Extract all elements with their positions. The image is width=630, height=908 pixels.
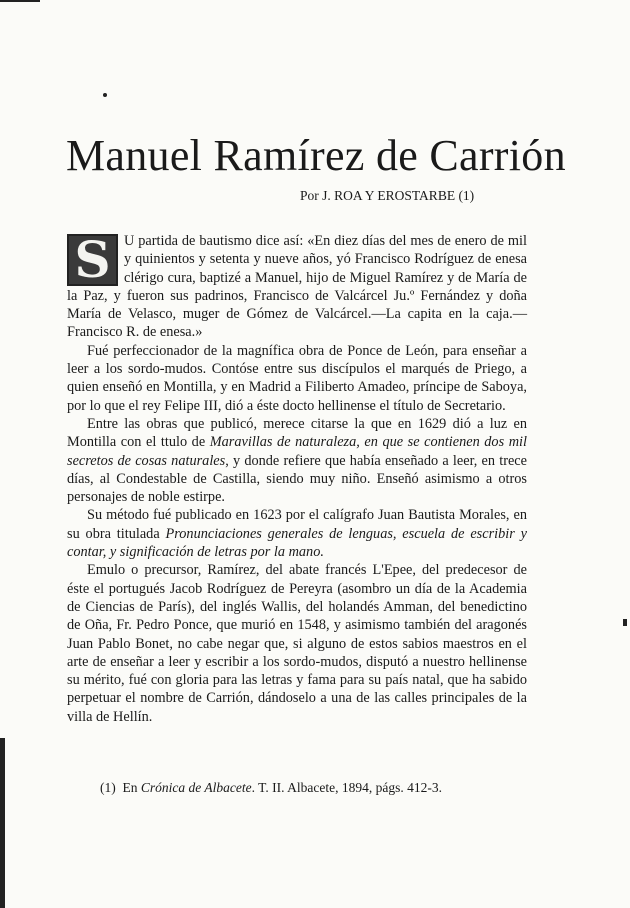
paragraph-text: , y donde refiere que había enseñado a leer, en trece días, al Condestable de Castilla, siendo muy niño. Enseñó asimismo a otros personajes de noble estirpe. — [67, 452, 527, 506]
footnote-marker: (1) — [100, 780, 116, 795]
italic-title-text: Maravillas de naturaleza, en que se contienen dos mil secretos de cosas naturales — [67, 434, 527, 469]
paragraph-text: Su método fué publicado en 1623 por el calígrafo Juan Bautista Morales, en su obra titulada — [67, 507, 527, 542]
italic-title-text: Pronunciaciones generales de lenguas, escuela de escribir y contar, y significación de letras por la mano. — [67, 525, 527, 561]
article-title: Manuel Ramírez de Carrión — [66, 131, 566, 180]
article-paragraph — [67, 561, 527, 726]
article-body — [67, 232, 527, 726]
footnote-pre: En — [122, 780, 141, 795]
paragraph-text: Emulo o precursor, Ramírez, del abate francés L'Epee, del predecesor de éste el portugués Jacob Rodríguez de Pereyra (asombro un día de la Academia de Ciencias de París), del inglés Wallis, del holandés Amman, del benedictino de Oña, Fr. Pedro Ponce, que murió en 1548, y asimismo también del aragonés Juan Pablo Bonet, no cabe negar que, si alguno de estos sabios maestros en el arte de enseñar a leer y escribir a los sordo-mudos, disputó a nuestro hellinense su mérito, fué con gloria para las letras y fama para su país natal, que ha sabido perpetuar el nombre de Carrión, dándoselo a una de las calles principales de la villa de Hellín. — [67, 562, 527, 725]
article-paragraph — [67, 342, 527, 415]
margin-mark — [623, 619, 627, 626]
footnote — [100, 780, 442, 796]
drop-cap-letter: S — [74, 230, 111, 289]
article-paragraph — [67, 506, 527, 561]
article-byline: Por J. ROA Y EROSTARBE (1) — [300, 188, 475, 203]
top-rule-mark — [0, 0, 40, 2]
drop-cap — [67, 230, 118, 289]
page-dot-mark — [103, 93, 107, 97]
footnote-post: . T. II. Albacete, 1894, págs. 412-3. — [251, 780, 442, 795]
article-paragraph — [67, 232, 527, 342]
article-paragraph — [67, 415, 527, 506]
paragraph-text: U partida de bautismo dice así: «En diez días del mes de enero de mil y quinientos y setenta y nueve años, yó Francisco Rodríguez de enesa clérigo cura, baptizé a Manuel, hijo de Miguel Ramírez y de María de la Paz, y fueron sus padrinos, Francisco de Valcárcel Ju.º Fernández y doña María de Velasco, muger de Gómez de Valcárcel.—La capita en la caja.—Francisco R. de enesa.» — [67, 233, 527, 341]
paragraph-text: Entre las obras que publicó, merece citarse la que en 1629 dió a luz en Montilla con el ttulo de — [67, 415, 527, 451]
paragraph-text: Fué perfeccionador de la magnífica obra de Ponce de León, para enseñar a leer a los sordo-mudos. Contóse entre sus discípulos el marqués de Priego, a quien enseñó en Montilla, y en Madrid a Filiberto Amadeo, príncipe de Saboya, por lo que el rey Felipe III, dió a éste docto hellinense el título de Secretario. — [67, 342, 527, 414]
footnote-source: Crónica de Albacete — [140, 780, 252, 795]
scan-edge-bar — [0, 738, 5, 908]
